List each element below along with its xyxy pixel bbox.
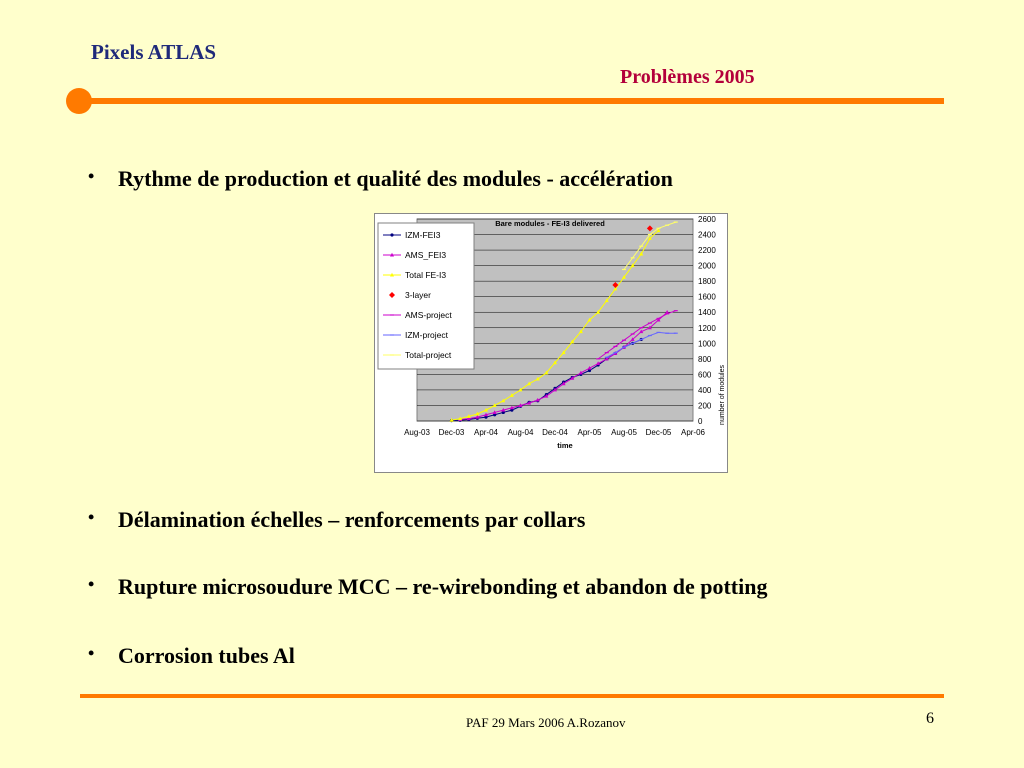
footer-divider — [80, 694, 944, 698]
slide-title: Problèmes 2005 — [620, 66, 755, 88]
y-tick-label: 400 — [698, 385, 712, 395]
y-tick-label: 2200 — [698, 246, 716, 256]
legend-label: 3-layer — [405, 290, 431, 300]
chart-svg — [375, 214, 727, 472]
y-tick-label: 800 — [698, 354, 712, 364]
presentation-title: Pixels ATLAS — [91, 40, 217, 64]
y-tick-label: 2400 — [698, 230, 716, 240]
y-tick-label: 0 — [698, 417, 703, 426]
data-point — [390, 233, 393, 236]
legend-label: AMS-project — [405, 310, 452, 320]
production-chart — [374, 213, 728, 473]
bullet-text: Corrosion tubes Al — [118, 643, 295, 668]
x-axis-label: time — [557, 441, 573, 450]
x-tick-label: Dec-03 — [438, 428, 465, 437]
x-tick-label: Aug-03 — [404, 428, 430, 437]
page-number: 6 — [926, 710, 934, 727]
x-tick-label: Aug-04 — [507, 428, 534, 437]
y-tick-label: 1000 — [698, 339, 716, 349]
y-tick-label: 2000 — [698, 261, 716, 271]
legend-label: IZM-FEI3 — [405, 230, 441, 240]
bullet-marker: • — [88, 166, 95, 186]
x-tick-label: Apr-05 — [577, 428, 602, 437]
bullet-text: Délamination échelles – renforcements par collars — [118, 507, 586, 532]
bullet-marker: • — [88, 507, 95, 527]
x-tick-label: Dec-05 — [645, 428, 672, 437]
y-tick-label: 1400 — [698, 308, 716, 318]
x-tick-label: Aug-05 — [611, 428, 637, 437]
x-tick-label: Apr-04 — [473, 428, 499, 437]
y-tick-label: 2600 — [698, 215, 716, 224]
header-divider — [80, 98, 944, 104]
bullet-marker: • — [88, 643, 95, 663]
y-tick-label: 1800 — [698, 277, 716, 287]
y-tick-label: 1600 — [698, 292, 716, 302]
legend-label: Total FE-I3 — [405, 270, 447, 280]
legend-label: IZM-project — [405, 330, 448, 340]
bullet-marker: • — [88, 574, 95, 594]
x-tick-label: Dec-04 — [542, 428, 568, 437]
chart-title: Bare modules - FE-I3 delivered — [495, 219, 605, 228]
legend-label: Total-project — [405, 350, 452, 360]
legend-label: AMS_FEI3 — [405, 250, 447, 260]
x-tick-label: Apr-06 — [680, 428, 706, 437]
y-tick-label: 200 — [698, 401, 712, 411]
y-axis-label: number of modules — [719, 365, 726, 425]
y-tick-label: 1200 — [698, 323, 716, 333]
bullet-text: Rythme de production et qualité des modules - accélération — [118, 166, 673, 191]
y-tick-label: 600 — [698, 370, 712, 380]
footer-text: PAF 29 Mars 2006 A.Rozanov — [466, 715, 626, 730]
bullet-text: Rupture microsoudure MCC – re-wirebonding et abandon de potting — [118, 574, 768, 599]
